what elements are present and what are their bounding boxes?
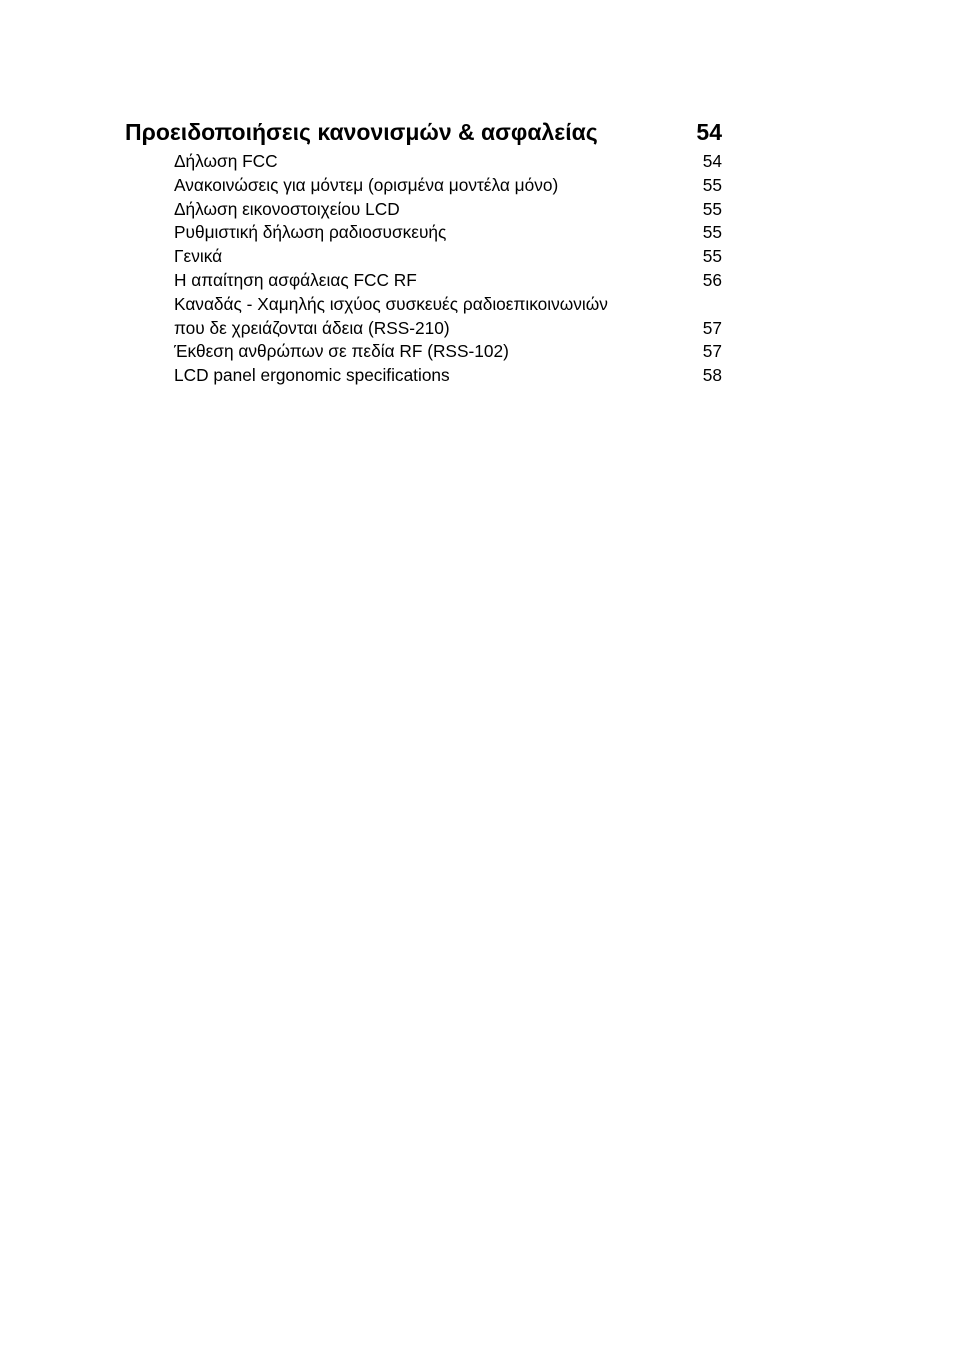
toc-entry-title: LCD panel ergonomic specifications [174,365,450,386]
toc-entry-page-number: 55 [702,222,722,243]
toc-entry-fcc-declaration[interactable] [174,150,722,174]
toc-section-heading[interactable] [125,114,722,150]
toc-entry-title-line-2: που δε χρειάζονται άδεια (RSS-210) [174,317,450,338]
toc-entry-title: Ανακοινώσεις για μόντεμ (ορισμένα μοντέλα μόνο) [174,174,559,195]
toc-entry-title: Ρυθμιστική δήλωση ραδιοσυσκευής [174,222,447,243]
toc-entry-title: Η απαίτηση ασφάλειας FCC RF [174,269,417,290]
toc-entry-modem-notices[interactable] [174,174,722,198]
toc-section-page-number: 54 [696,119,722,145]
table-of-contents [125,114,722,388]
toc-entry-page-number: 55 [702,246,722,267]
toc-entry-page-number: 55 [702,174,722,195]
toc-entry-title: Έκθεση ανθρώπων σε πεδία RF (RSS-102) [174,341,509,362]
toc-entry-title-line-1: Καναδάς - Χαμηλής ισχύος συσκευές ραδιοεπικοινωνιών [174,293,608,314]
toc-entry-canada-rss-210[interactable] [174,293,722,341]
toc-entry-title [174,293,608,341]
toc-entry-page-number: 57 [702,317,722,338]
toc-entry-page-number: 54 [702,151,722,171]
toc-entry-title: Δήλωση εικονοστοιχείου LCD [174,198,400,219]
toc-entry-title: Δήλωση FCC [174,151,278,171]
toc-entry-general[interactable] [174,245,722,269]
toc-entry-list [125,150,722,388]
toc-entry-page-number: 57 [702,341,722,362]
toc-entry-rf-exposure-rss-102[interactable] [174,340,722,364]
toc-entry-page-number: 55 [702,198,722,219]
toc-entry-radio-regulatory-notice[interactable] [174,221,722,245]
toc-entry-title: Γενικά [174,246,223,267]
toc-entry-lcd-pixel-statement[interactable] [174,198,722,222]
toc-entry-page-number: 56 [702,269,722,290]
toc-entry-fcc-rf-safety[interactable] [174,269,722,293]
toc-section-title: Προειδοποιήσεις κανονισμών & ασφαλείας [125,119,598,145]
toc-entry-page-number: 58 [702,365,722,386]
toc-entry-lcd-ergonomic-specs[interactable] [174,364,722,388]
